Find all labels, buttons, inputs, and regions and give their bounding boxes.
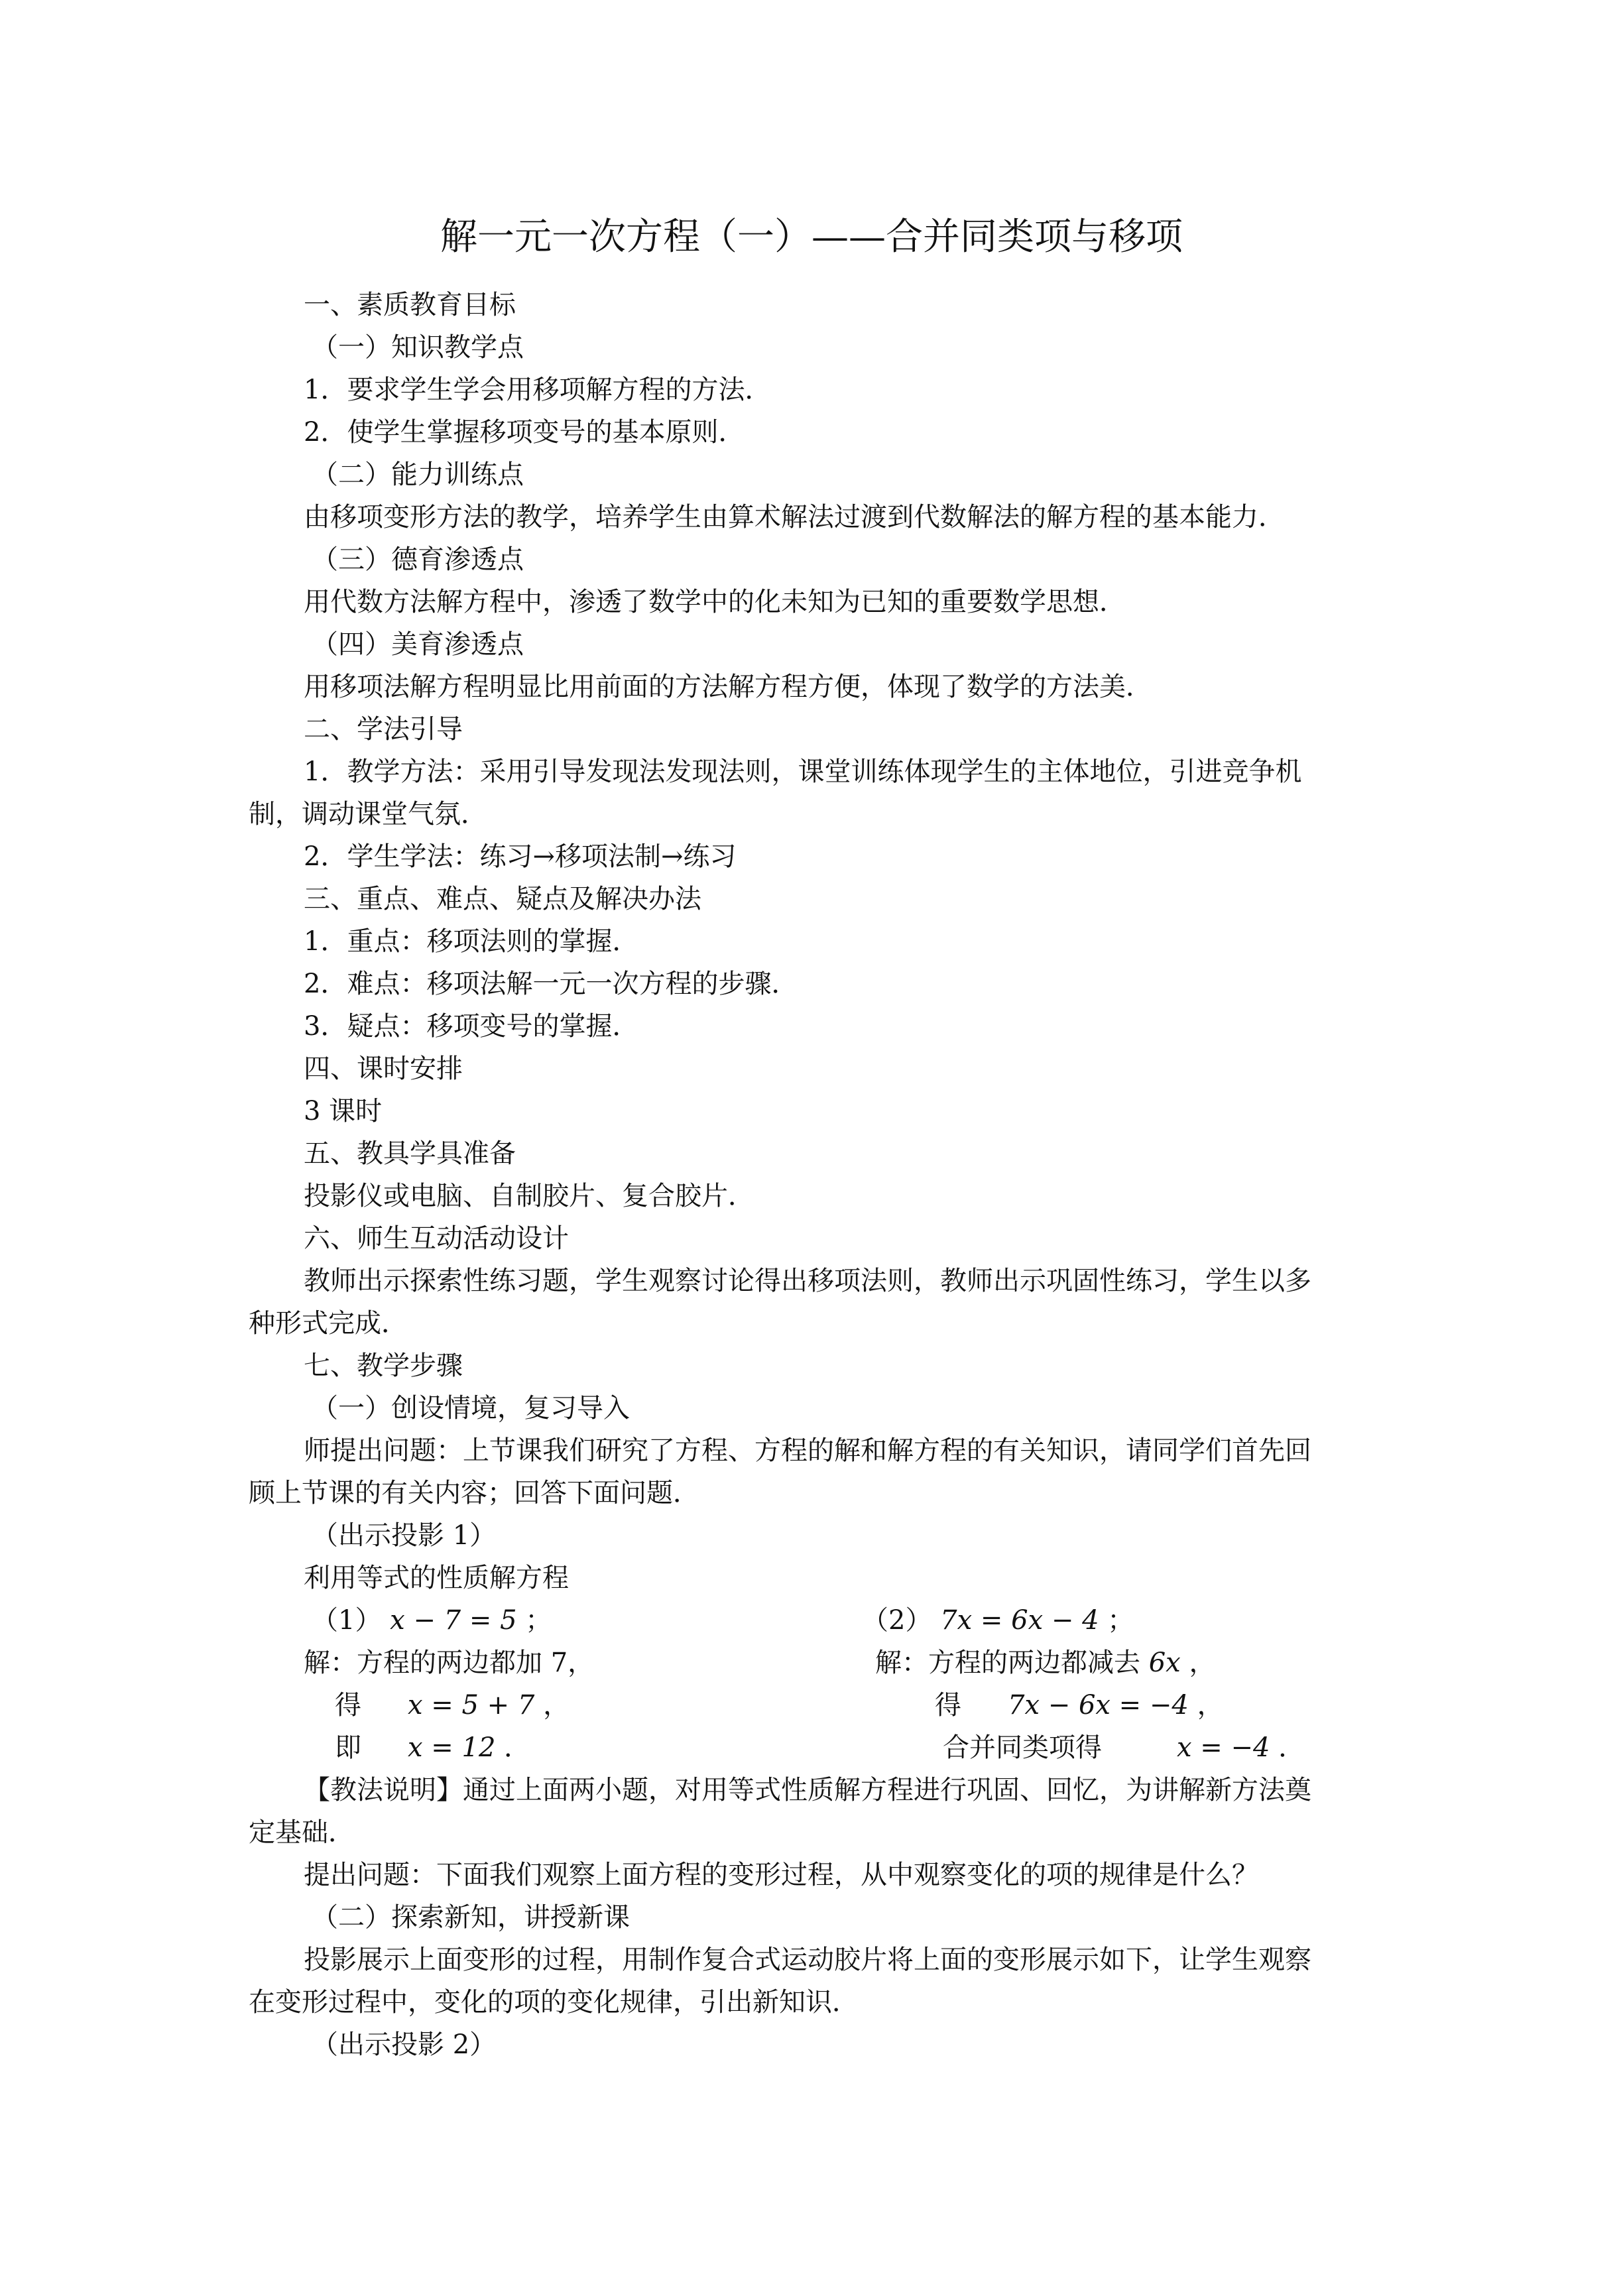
problem-2-equation: 7x = 6x − 4 xyxy=(940,1605,1099,1636)
paragraph: 投影展示上面变形的过程，用制作复合式运动胶片将上面的变形展示如下，让学生观察 xyxy=(304,1945,1311,1975)
problem-2-result-equation: x = −4 xyxy=(1177,1732,1270,1763)
subsection-heading: （三）德育渗透点 xyxy=(312,544,524,575)
paragraph: 投影仪或电脑、自制胶片、复合胶片． xyxy=(304,1181,754,1211)
punctuation: ， xyxy=(1189,1648,1216,1678)
punctuation: ． xyxy=(1278,1732,1305,1763)
problem-1-equation: x − 7 = 5 xyxy=(390,1605,517,1636)
paragraph-continuation: 种形式完成． xyxy=(249,1308,408,1339)
paragraph: 1．教学方法：采用引导发现法发现法则，课堂训练体现学生的主体地位，引进竞争机 xyxy=(304,756,1302,787)
section-heading: 三、重点、难点、疑点及解决办法 xyxy=(304,884,701,914)
problem-1-result-equation: x = 12 xyxy=(408,1732,496,1763)
subsection-heading: （一）创设情境，复习导入 xyxy=(312,1393,630,1423)
problem-1-label: （1） xyxy=(312,1605,382,1636)
problem-1-result xyxy=(408,1728,530,1768)
paragraph-continuation: 定基础． xyxy=(249,1817,355,1848)
paragraph: 用代数方法解方程中，渗透了数学中的化未知为已知的重要数学思想． xyxy=(304,587,1126,617)
paragraph: 利用等式的性质解方程 xyxy=(304,1563,569,1593)
paragraph: 师提出问题：上节课我们研究了方程、方程的解和解方程的有关知识，请同学们首先回 xyxy=(304,1435,1311,1466)
subsection-heading: （二）能力训练点 xyxy=(312,459,524,490)
paragraph: 用移项法解方程明显比用前面的方法解方程方便，体现了数学的方法美． xyxy=(304,672,1152,702)
section-heading: 七、教学步骤 xyxy=(304,1351,463,1381)
problem-2-step-word: 得 xyxy=(935,1690,961,1721)
paragraph: 1．重点：移项法则的掌握． xyxy=(304,926,639,957)
problem-2-solution-text: 解：方程的两边都减去 xyxy=(875,1648,1140,1678)
punctuation: ； xyxy=(525,1605,552,1636)
problem-2-solution-term: 6x xyxy=(1148,1648,1181,1678)
subsection-heading: （二）探索新知，讲授新课 xyxy=(312,1902,630,1933)
paragraph: 2．学生学法：练习→移项法制→练习 xyxy=(304,841,737,872)
paragraph-continuation: 在变形过程中，变化的项的变化规律，引出新知识． xyxy=(249,1987,859,2018)
problem-2-label: （2） xyxy=(862,1605,932,1636)
section-heading: 五、教具学具准备 xyxy=(304,1138,516,1169)
subsection-heading: （四）美育渗透点 xyxy=(312,629,524,660)
paragraph: 教师出示探索性练习题，学生观察讨论得出移项法则，教师出示巩固性练习，学生以多 xyxy=(304,1266,1311,1296)
projection-label: （出示投影 1） xyxy=(312,1520,497,1551)
problem-2-step-equation: 7x − 6x = −4 xyxy=(1008,1690,1189,1721)
paragraph: 2．使学生掌握移项变号的基本原则． xyxy=(304,417,745,448)
projection-label: （出示投影 2） xyxy=(312,2029,497,2060)
paragraph: 1．要求学生学会用移项解方程的方法． xyxy=(304,375,772,405)
paragraph: 由移项变形方法的教学，培养学生由算术解法过渡到代数解法的解方程的基本能力． xyxy=(304,502,1285,532)
problem-2-step xyxy=(1008,1685,1224,1725)
paragraph: 2．难点：移项法解一元一次方程的步骤． xyxy=(304,969,798,999)
punctuation: ， xyxy=(1197,1690,1224,1721)
problem-2-result-word: 合并同类项得 xyxy=(943,1732,1102,1763)
section-heading: 六、师生互动活动设计 xyxy=(304,1223,569,1254)
paragraph-continuation: 制，调动课堂气氛． xyxy=(249,799,487,829)
problem-1-statement xyxy=(312,1601,552,1640)
section-heading: 一、素质教育目标 xyxy=(304,290,516,320)
punctuation: ． xyxy=(504,1732,531,1763)
section-heading: 二、学法引导 xyxy=(304,714,463,745)
problem-1-solution: 解：方程的两边都加 7， xyxy=(304,1648,595,1678)
problem-1-step-equation: x = 5 + 7 xyxy=(408,1690,535,1721)
problem-1-step-word: 得 xyxy=(335,1690,361,1721)
problem-1-step xyxy=(408,1685,570,1725)
section-heading: 四、课时安排 xyxy=(304,1054,463,1084)
paragraph-continuation: 顾上节课的有关内容；回答下面问题． xyxy=(249,1478,699,1508)
teaching-note: 【教法说明】通过上面两小题，对用等式性质解方程进行巩固、回忆，为讲解新方法奠 xyxy=(304,1775,1311,1805)
punctuation: ； xyxy=(1107,1605,1134,1636)
punctuation: ， xyxy=(543,1690,570,1721)
paragraph: 3 课时 xyxy=(304,1096,383,1126)
subsection-heading: （一）知识教学点 xyxy=(312,332,524,363)
problem-1-result-word: 即 xyxy=(335,1732,361,1763)
problem-2-result xyxy=(1177,1728,1305,1768)
problem-2-statement xyxy=(862,1601,1134,1640)
paragraph: 提出问题：下面我们观察上面方程的变形过程，从中观察变化的项的规律是什么？ xyxy=(304,1860,1258,1890)
paragraph: 3．疑点：移项变号的掌握． xyxy=(304,1011,639,1042)
page-title: 解一元一次方程（一）——合并同类项与移项 xyxy=(440,215,1183,259)
problem-2-solution xyxy=(875,1643,1215,1683)
